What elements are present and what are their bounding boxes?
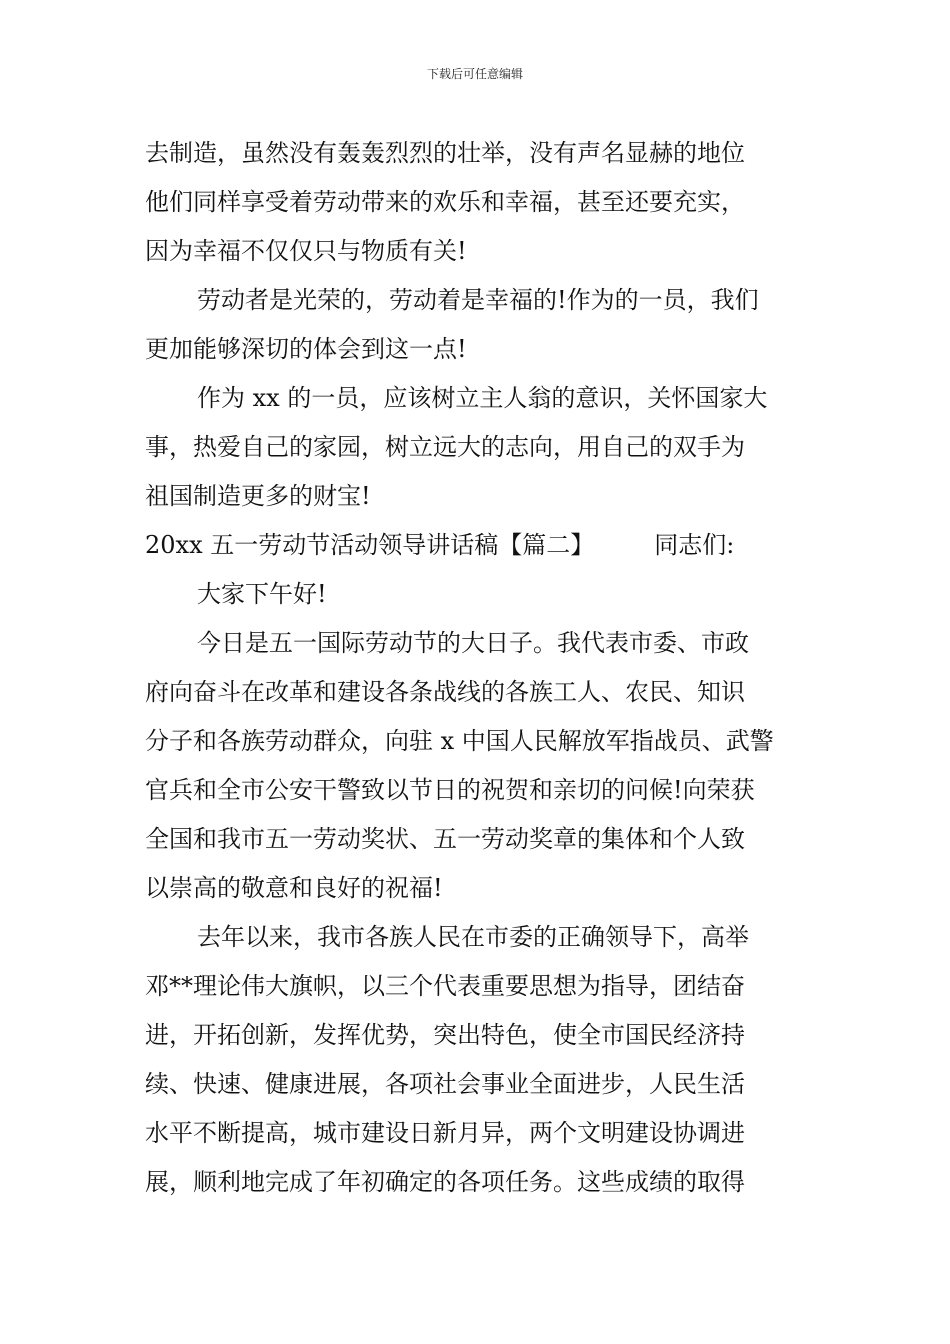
text-line: 因为幸福不仅仅只与物质有关!	[145, 237, 467, 265]
text-line: 以崇高的敬意和良好的祝福!	[145, 874, 443, 902]
text-line: 事，热爱自己的家园，树立远大的志向，用自己的双手为	[145, 433, 745, 461]
salutation: 同志们:	[654, 531, 735, 559]
page-header: 下载后可任意编辑	[426, 67, 523, 81]
document-body	[145, 129, 810, 1207]
text-line: 水平不断提高，城市建设日新月异，两个文明建设协调进	[145, 1119, 745, 1147]
text-line: 进，开拓创新，发挥优势，突出特色，使全市国民经济持	[145, 1021, 745, 1049]
text-line: 祖国制造更多的财宝!	[145, 482, 371, 510]
section-heading-line	[145, 521, 810, 570]
text-line: 官兵和全市公安干警致以节日的祝贺和亲切的问候!向荣获	[145, 776, 755, 804]
paragraph-first-line: 劳动者是光荣的，劳动着是幸福的!作为的一员，我们	[197, 286, 759, 314]
text-line: 分子和各族劳动群众，向驻 x 中国人民解放军指战员、武警	[145, 727, 774, 755]
text-line: 邓**理论伟大旗帜，以三个代表重要思想为指导，团结奋	[145, 972, 745, 1000]
paragraph-first-line: 去年以来，我市各族人民在市委的正确领导下，高举	[197, 923, 749, 951]
paragraph-first-line: 今日是五一国际劳动节的大日子。我代表市委、市政	[197, 629, 749, 657]
greeting: 大家下午好!	[197, 580, 327, 608]
text-line: 续、快速、健康进展，各项社会事业全面进步，人民生活	[145, 1070, 745, 1098]
text-line: 他们同样享受着劳动带来的欢乐和幸福，甚至还要充实，	[145, 188, 745, 216]
text-line: 展，顺利地完成了年初确定的各项任务。这些成绩的取得	[145, 1168, 745, 1196]
text-line: 去制造，虽然没有轰轰烈烈的壮举，没有声名显赫的地位	[145, 139, 745, 167]
text-line: 全国和我市五一劳动奖状、五一劳动奖章的集体和个人致	[145, 825, 745, 853]
text-line: 府向奋斗在改革和建设各条战线的各族工人、农民、知识	[145, 678, 745, 706]
paragraph-first-line: 作为 xx 的一员，应该树立主人翁的意识，关怀国家大	[197, 384, 768, 412]
text-line: 更加能够深切的体会到这一点!	[145, 335, 467, 363]
section-heading: 20xx 五一劳动节活动领导讲话稿【篇二】	[145, 531, 595, 559]
